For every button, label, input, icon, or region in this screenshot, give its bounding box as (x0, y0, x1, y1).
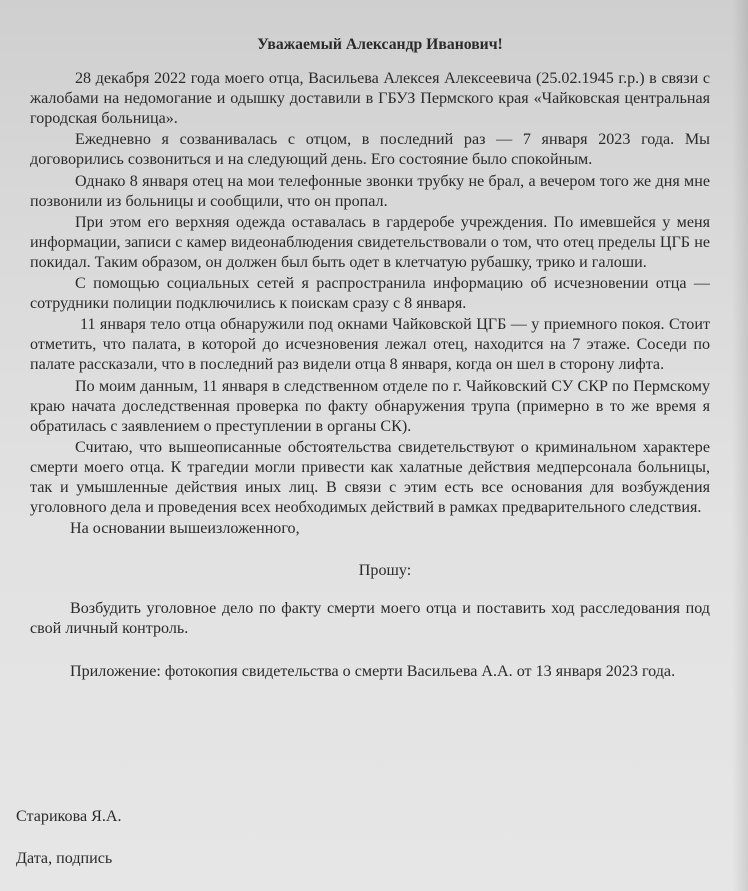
paragraph-clothing: При этом его верхняя одежда оставалась в гардеробе учреждения. По имевшейся у меня информации, записи с камер видеонаблюдения свидетельствовали о том, что отец пределы ЦГБ не покидал. Таким образом, он должен был быть одет в клетчатую рубашку, трико и галоши. (30, 213, 710, 271)
paragraph-conclusion: Считаю, что вышеописанные обстоятельства свидетельствуют о криминальном характере смерти моего отца. К трагедии могли привести как халатные действия медперсонала больницы, так и умышленные действия иных лиц. В связи с этим есть все основания для возбуждения уголовного дела и проведения всех необходимых действий в рамках предварительного следствия. (30, 438, 710, 517)
closing-phrase: На основании вышеизложенного, (70, 520, 300, 538)
paragraph-investigation: По моим данным, 11 января в следственном отделе по г. Чайковский СУ СКР по Пермскому краю начата доследственная проверка по факту обнаружения трупа (примерно в то же время я обратилась с заявлением о преступлении в органы СК). (30, 377, 710, 435)
request-body: Возбудить уголовное дело по факту смерти моего отца и поставить ход расследования под свой личный контроль. (30, 600, 710, 638)
paragraph-last-call: Ежедневно я созванивалась с отцом, в последний раз — 7 января 2023 года. Мы договорились созвониться и на следующий день. Его состояние было спокойным. (30, 131, 710, 169)
attachment-note: Приложение: фотокопия свидетельства о смерти Васильева А.А. от 13 января 2023 года. (70, 662, 676, 680)
letter-body (30, 30, 710, 682)
paragraph-body-found: 11 января тело отца обнаружили под окнами Чайковской ЦГБ — у приемного покоя. Стоит отметить, что палата, в которой до исчезновения лежал отец, находится на 7 этаже. Соседи по палате рассказали, что в последний раз видели отца 8 января, когда он шел в сторону лифта. (30, 316, 710, 374)
page-edge-shadow (732, 0, 748, 891)
letter-greeting: Уважаемый Александр Иванович! (257, 36, 503, 53)
paragraph-disappearance: Однако 8 января отец на мои телефонные звонки трубку не брал, а вечером того же дня мне позвонили из больницы и сообщили, что он пропал. (30, 172, 710, 210)
paragraph-search: С помощью социальных сетей я распространила информацию об исчезновении отца — сотрудники полиции подключились к поискам сразу с 8 января. (30, 275, 710, 313)
signer-name: Старикова Я.А. (16, 808, 122, 825)
date-signature-line: Дата, подпись (16, 850, 113, 867)
request-heading: Прошу: (358, 562, 412, 580)
paragraph-hospitalization: 28 декабря 2022 года моего отца, Васильева Алексея Алексеевича (25.02.1945 г.р.) в связи с жалобами на недомогание и одышку доставили в ГБУЗ Пермского края «Чайковская центральная городская больница». (30, 70, 710, 128)
